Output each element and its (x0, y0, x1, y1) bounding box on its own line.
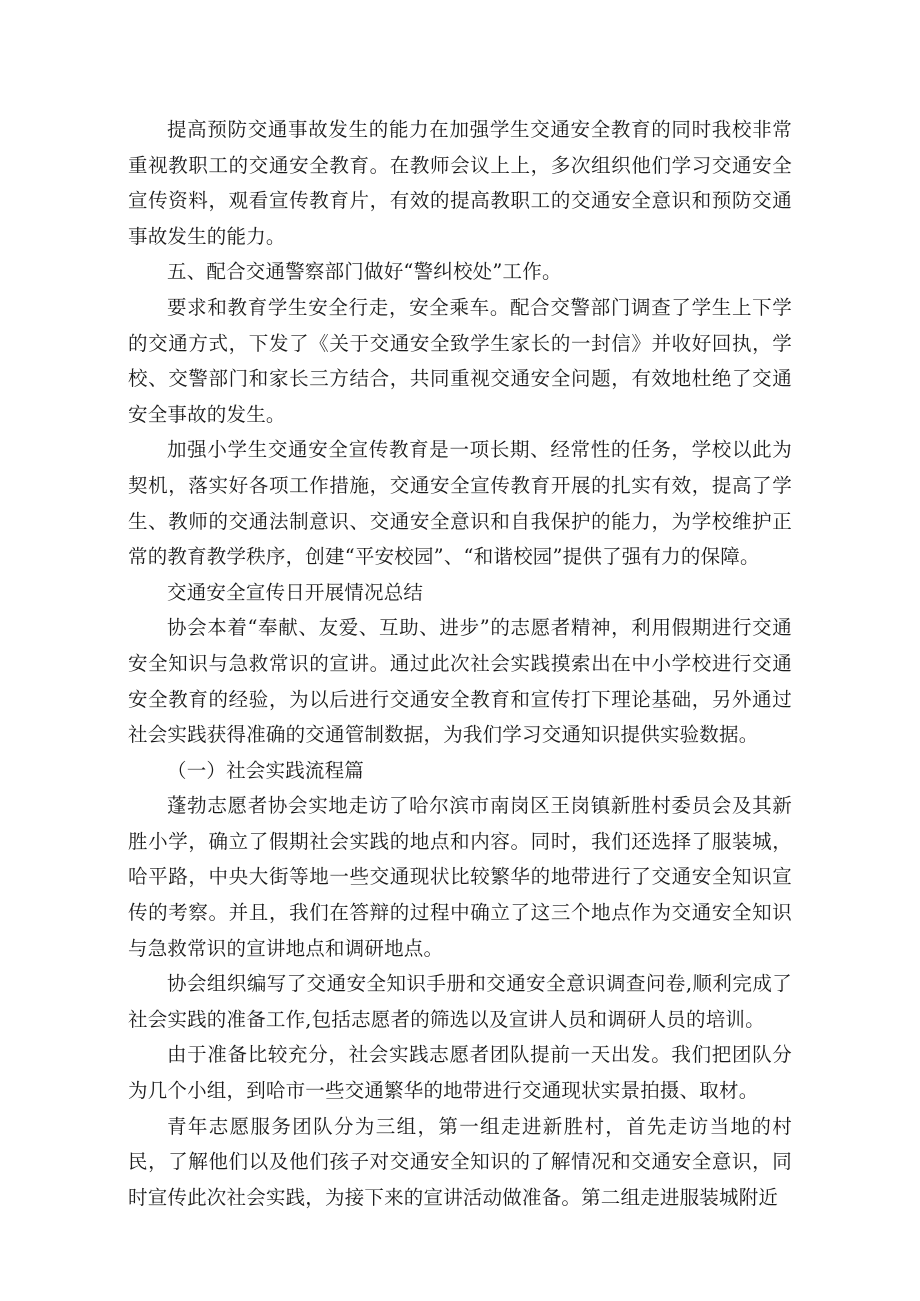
paragraph-field-visit: 蓬勃志愿者协会实地走访了哈尔滨市南岗区王岗镇新胜村委员会及其新胜小学，确立了假期社会实践的地点和内容。同时，我们还选择了服装城，哈平路，中央大街等地一些交通现状比较繁华的地带进行了交通安全知识宣传的考察。并且，我们在答辩的过程中确立了这三个地点作为交通安全知识与急救常识的宣讲地点和调研地点。 (128, 794, 792, 960)
section-heading-traffic-police-cooperation: 五、配合交通警察部门做好“警纠校处”工作。 (167, 260, 562, 284)
paragraph-association-spirit: 协会本着“奉献、友爱、互助、进步”的志愿者精神，利用假期进行交通安全知识与急救常识的宣讲。通过此次社会实践摸索出在中小学校进行交通安全教育的经验，为以后进行交通安全教育和宣传打下理论基础，另外通过社会实践获得准确的交通管制数据，为我们学习交通知识提供实验数据。 (128, 616, 792, 747)
document-subtitle: 交通安全宣传日开展情况总结 (167, 580, 424, 604)
paragraph-team-departure: 由于准备比较充分，社会实践志愿者团队提前一天出发。我们把团队分为几个小组，到哈市一些交通繁华的地带进行交通现状实景拍摄、取材。 (128, 1043, 792, 1103)
paragraph-preparation: 协会组织编写了交通安全知识手册和交通安全意识调查问卷,顺利完成了社会实践的准备工作,包括志愿者的筛选以及宣讲人员和调研人员的培训。 (128, 972, 792, 1031)
paragraph-long-term-task: 加强小学生交通安全宣传教育是一项长期、经常性的任务，学校以此为契机，落实好各项工作措施，交通安全宣传教育开展的扎实有效，提高了学生、教师的交通法制意识、交通安全意识和自我保护的能力，为学校维护正常的教育教学秩序，创建“平安校园”、“和谐校园”提供了强有力的保障。 (128, 438, 792, 569)
paragraph-team-groups: 青年志愿服务团队分为三组，第一组走进新胜村，首先走访当地的村民，了解他们以及他们孩子对交通安全知识的了解情况和交通安全意识，同时宣传此次社会实践，为接下来的宣讲活动做准备。第二组走进服装城附近 (128, 1114, 792, 1209)
paragraph-staff-safety-education: 提高预防交通事故发生的能力在加强学生交通安全教育的同时我校非常重视教职工的交通安全教育。在教师会议上上，多次组织他们学习交通安全宣传资料，观看宣传教育片，有效的提高教职工的交通安全意识和预防交通事故发生的能力。 (128, 118, 792, 248)
paragraph-student-safe-travel: 要求和教育学生安全行走，安全乘车。配合交警部门调查了学生上下学的交通方式，下发了《关于交通安全致学生家长的一封信》并收好回执，学校、交警部门和家长三方结合，共同重视交通安全问题，有效地杜绝了交通安全事故的发生。 (128, 295, 792, 426)
section-heading-practice-process: （一）社会实践流程篇 (167, 758, 365, 782)
document-body (128, 112, 792, 1215)
